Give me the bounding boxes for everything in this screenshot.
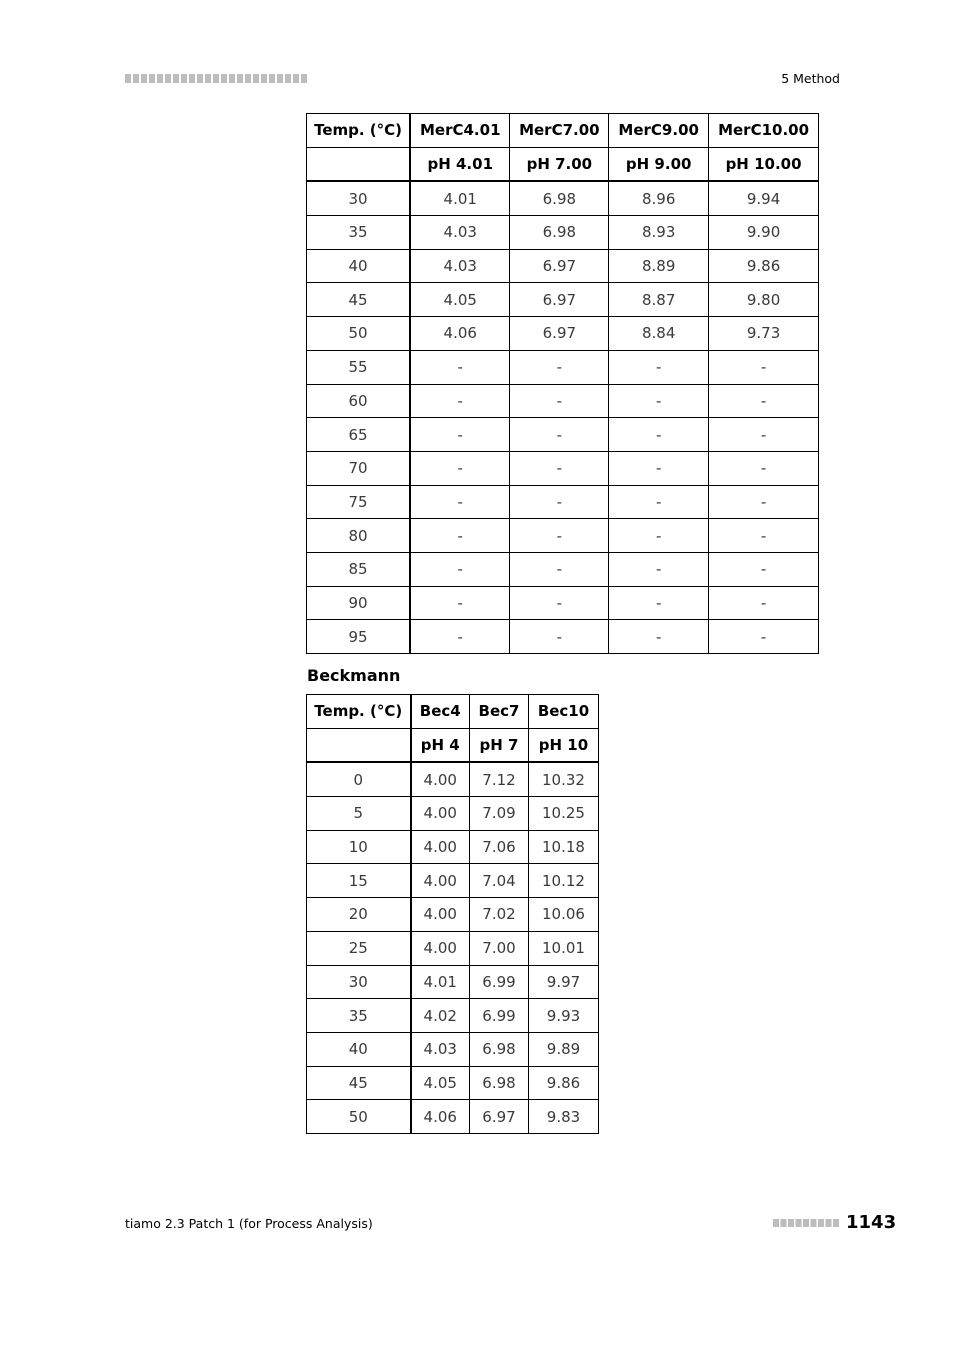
- temperature-cell: 10: [307, 830, 411, 864]
- table-row: [307, 216, 819, 250]
- ph-value-cell: 9.97: [529, 965, 599, 999]
- ph-value-cell: 10.06: [529, 898, 599, 932]
- section-heading-beckmann: Beckmann: [307, 666, 401, 685]
- column-header: Temp. (°C): [307, 114, 411, 148]
- header-section-title: 5 Method: [781, 71, 840, 86]
- ph-value-cell: 4.03: [410, 249, 510, 283]
- ph-value-cell: -: [410, 485, 510, 519]
- ph-value-cell: 6.98: [510, 181, 609, 215]
- temperature-cell: 55: [307, 350, 411, 384]
- temperature-cell: 75: [307, 485, 411, 519]
- ph-value-cell: 4.00: [411, 898, 470, 932]
- column-subheader: pH 9.00: [609, 147, 709, 181]
- temperature-cell: 20: [307, 898, 411, 932]
- column-subheader: pH 7.00: [510, 147, 609, 181]
- table-row: [307, 418, 819, 452]
- ph-value-cell: 9.86: [529, 1066, 599, 1100]
- ph-value-cell: 6.97: [470, 1100, 529, 1134]
- ph-value-cell: -: [609, 418, 709, 452]
- footer-product-name: tiamo 2.3 Patch 1 (for Process Analysis): [125, 1216, 373, 1231]
- temperature-cell: 15: [307, 864, 411, 898]
- ph-value-cell: -: [510, 552, 609, 586]
- ph-value-cell: 9.73: [709, 317, 819, 351]
- ph-value-cell: -: [410, 586, 510, 620]
- ph-value-cell: 10.32: [529, 762, 599, 796]
- ph-value-cell: 4.00: [411, 762, 470, 796]
- table-row: [307, 797, 599, 831]
- column-header: MerC10.00: [709, 114, 819, 148]
- temperature-cell: 50: [307, 317, 411, 351]
- ph-value-cell: -: [609, 620, 709, 654]
- ph-value-cell: 10.01: [529, 931, 599, 965]
- ph-value-cell: 6.98: [470, 1066, 529, 1100]
- ph-value-cell: 10.18: [529, 830, 599, 864]
- table-row: [307, 384, 819, 418]
- ph-value-cell: 7.06: [470, 830, 529, 864]
- ph-value-cell: 4.03: [410, 216, 510, 250]
- ph-value-cell: 4.02: [411, 999, 470, 1033]
- ph-value-cell: -: [609, 552, 709, 586]
- ph-value-cell: -: [709, 586, 819, 620]
- header-decoration: [125, 74, 307, 83]
- ph-value-cell: 4.06: [410, 317, 510, 351]
- beckmann-buffer-table: [306, 694, 599, 1134]
- ph-value-cell: -: [510, 418, 609, 452]
- ph-value-cell: -: [709, 418, 819, 452]
- ph-value-cell: 7.00: [470, 931, 529, 965]
- table-row: [307, 864, 599, 898]
- ph-value-cell: -: [410, 552, 510, 586]
- temperature-cell: 50: [307, 1100, 411, 1134]
- column-subheader: [307, 147, 411, 181]
- ph-value-cell: 4.00: [411, 931, 470, 965]
- ph-value-cell: 6.98: [470, 1032, 529, 1066]
- ph-value-cell: 9.80: [709, 283, 819, 317]
- ph-value-cell: 4.00: [411, 830, 470, 864]
- ph-value-cell: -: [609, 350, 709, 384]
- ph-value-cell: -: [410, 418, 510, 452]
- ph-value-cell: 6.98: [510, 216, 609, 250]
- temperature-cell: 70: [307, 451, 411, 485]
- table-row: [307, 1100, 599, 1134]
- ph-value-cell: -: [510, 350, 609, 384]
- ph-value-cell: 6.97: [510, 317, 609, 351]
- ph-value-cell: -: [510, 519, 609, 553]
- temperature-cell: 85: [307, 552, 411, 586]
- table-header-row: [307, 114, 819, 148]
- ph-value-cell: 6.97: [510, 249, 609, 283]
- column-header: MerC7.00: [510, 114, 609, 148]
- ph-value-cell: 6.99: [470, 999, 529, 1033]
- ph-value-cell: 7.09: [470, 797, 529, 831]
- table-row: [307, 620, 819, 654]
- table-subheader-row: [307, 147, 819, 181]
- ph-value-cell: -: [709, 350, 819, 384]
- table-row: [307, 317, 819, 351]
- temperature-cell: 25: [307, 931, 411, 965]
- ph-value-cell: 9.86: [709, 249, 819, 283]
- ph-value-cell: 4.00: [411, 864, 470, 898]
- ph-value-cell: 8.93: [609, 216, 709, 250]
- ph-value-cell: 7.02: [470, 898, 529, 932]
- table-subheader-row: [307, 728, 599, 762]
- temperature-cell: 40: [307, 1032, 411, 1066]
- ph-value-cell: 4.06: [411, 1100, 470, 1134]
- ph-value-cell: 4.03: [411, 1032, 470, 1066]
- temperature-cell: 35: [307, 999, 411, 1033]
- table-row: [307, 485, 819, 519]
- table-row: [307, 931, 599, 965]
- ph-value-cell: -: [510, 620, 609, 654]
- ph-value-cell: -: [510, 586, 609, 620]
- table-row: [307, 552, 819, 586]
- ph-value-cell: -: [609, 485, 709, 519]
- ph-value-cell: 4.05: [411, 1066, 470, 1100]
- merc-buffer-table: [306, 113, 819, 654]
- column-header: Bec7: [470, 695, 529, 729]
- table-row: [307, 519, 819, 553]
- table-row: [307, 181, 819, 215]
- ph-value-cell: 10.25: [529, 797, 599, 831]
- temperature-cell: 60: [307, 384, 411, 418]
- ph-value-cell: -: [510, 384, 609, 418]
- ph-value-cell: -: [709, 519, 819, 553]
- column-header: Bec4: [411, 695, 470, 729]
- ph-value-cell: 4.00: [411, 797, 470, 831]
- ph-value-cell: -: [709, 620, 819, 654]
- ph-value-cell: 6.99: [470, 965, 529, 999]
- ph-value-cell: -: [410, 384, 510, 418]
- column-subheader: pH 4: [411, 728, 470, 762]
- ph-value-cell: 6.97: [510, 283, 609, 317]
- temperature-cell: 35: [307, 216, 411, 250]
- ph-value-cell: 4.01: [411, 965, 470, 999]
- column-subheader: pH 4.01: [410, 147, 510, 181]
- ph-value-cell: 9.94: [709, 181, 819, 215]
- ph-value-cell: -: [709, 451, 819, 485]
- ph-value-cell: 9.93: [529, 999, 599, 1033]
- table-header-row: [307, 695, 599, 729]
- table-row: [307, 1032, 599, 1066]
- temperature-cell: 45: [307, 283, 411, 317]
- ph-value-cell: 9.83: [529, 1100, 599, 1134]
- column-header: Temp. (°C): [307, 695, 411, 729]
- temperature-cell: 80: [307, 519, 411, 553]
- column-subheader: pH 7: [470, 728, 529, 762]
- temperature-cell: 30: [307, 965, 411, 999]
- footer-decoration: [773, 1219, 840, 1227]
- column-subheader: [307, 728, 411, 762]
- ph-value-cell: -: [410, 620, 510, 654]
- ph-value-cell: -: [410, 451, 510, 485]
- page-number: 1143: [846, 1212, 897, 1233]
- ph-value-cell: 8.96: [609, 181, 709, 215]
- ph-value-cell: 9.89: [529, 1032, 599, 1066]
- column-header: MerC9.00: [609, 114, 709, 148]
- ph-value-cell: 8.87: [609, 283, 709, 317]
- ph-value-cell: -: [510, 485, 609, 519]
- table-row: [307, 762, 599, 796]
- ph-value-cell: 8.89: [609, 249, 709, 283]
- ph-value-cell: 4.01: [410, 181, 510, 215]
- temperature-cell: 95: [307, 620, 411, 654]
- table-row: [307, 451, 819, 485]
- ph-value-cell: -: [410, 350, 510, 384]
- temperature-cell: 30: [307, 181, 411, 215]
- column-subheader: pH 10.00: [709, 147, 819, 181]
- temperature-cell: 0: [307, 762, 411, 796]
- ph-value-cell: 4.05: [410, 283, 510, 317]
- ph-value-cell: -: [609, 519, 709, 553]
- ph-value-cell: 7.04: [470, 864, 529, 898]
- table-row: [307, 965, 599, 999]
- temperature-cell: 45: [307, 1066, 411, 1100]
- ph-value-cell: -: [709, 552, 819, 586]
- table-row: [307, 350, 819, 384]
- table-row: [307, 249, 819, 283]
- temperature-cell: 65: [307, 418, 411, 452]
- ph-value-cell: -: [510, 451, 609, 485]
- column-header: Bec10: [529, 695, 599, 729]
- column-header: MerC4.01: [410, 114, 510, 148]
- column-subheader: pH 10: [529, 728, 599, 762]
- table-row: [307, 830, 599, 864]
- ph-value-cell: -: [709, 485, 819, 519]
- table-row: [307, 1066, 599, 1100]
- ph-value-cell: -: [609, 384, 709, 418]
- ph-value-cell: 9.90: [709, 216, 819, 250]
- table-row: [307, 283, 819, 317]
- ph-value-cell: 7.12: [470, 762, 529, 796]
- temperature-cell: 5: [307, 797, 411, 831]
- temperature-cell: 90: [307, 586, 411, 620]
- ph-value-cell: -: [410, 519, 510, 553]
- ph-value-cell: -: [609, 451, 709, 485]
- table-row: [307, 898, 599, 932]
- ph-value-cell: -: [609, 586, 709, 620]
- ph-value-cell: 10.12: [529, 864, 599, 898]
- ph-value-cell: -: [709, 384, 819, 418]
- temperature-cell: 40: [307, 249, 411, 283]
- table-row: [307, 586, 819, 620]
- table-row: [307, 999, 599, 1033]
- ph-value-cell: 8.84: [609, 317, 709, 351]
